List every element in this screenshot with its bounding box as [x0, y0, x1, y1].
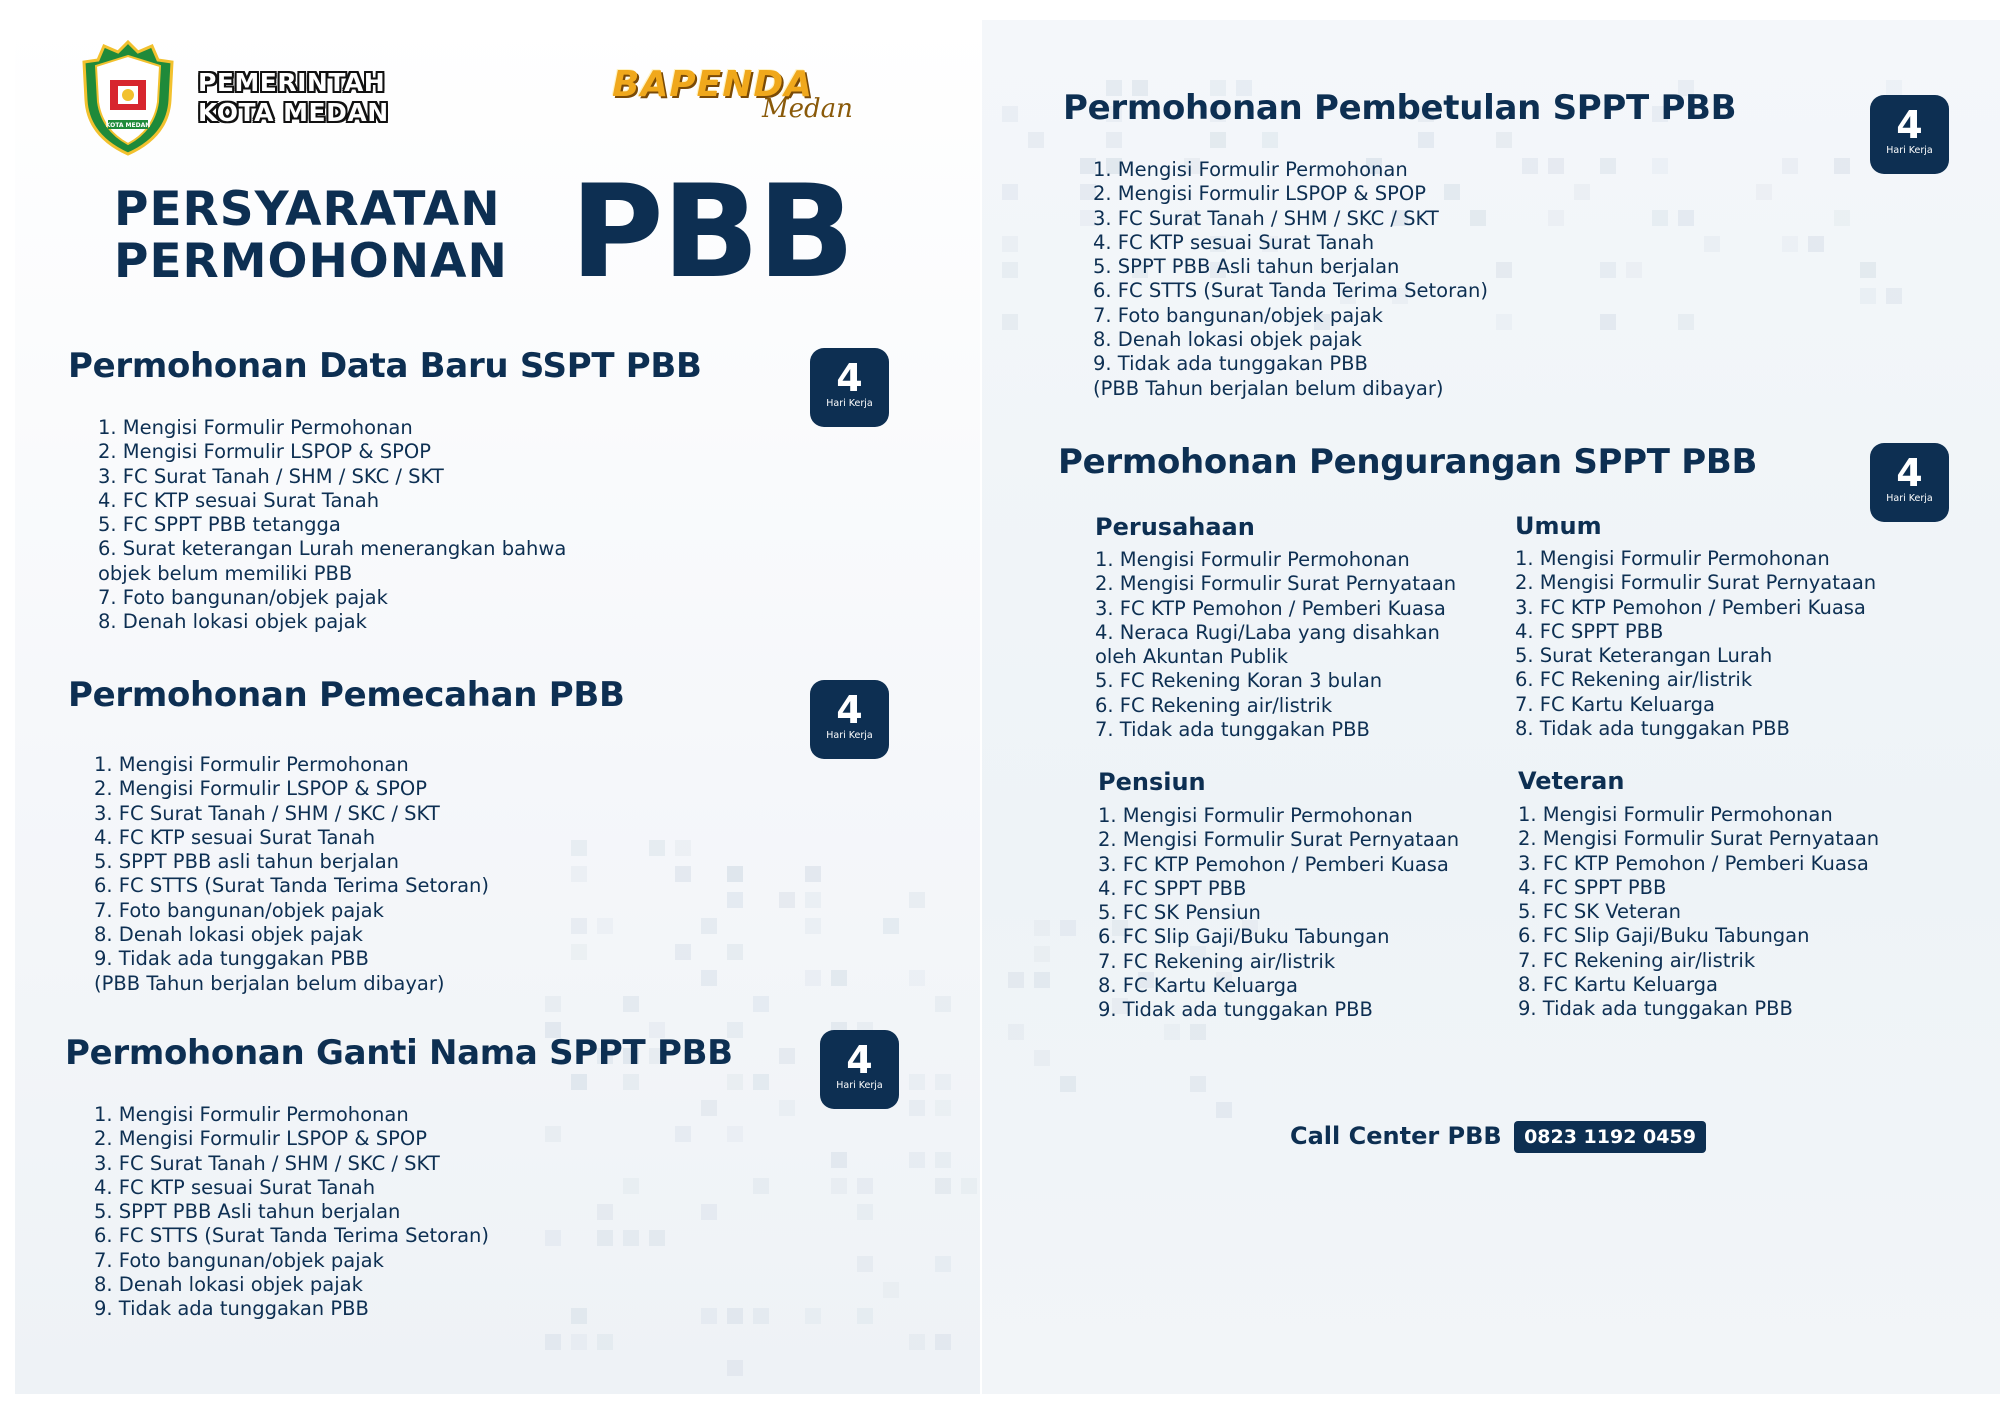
background-pixel: [545, 996, 561, 1012]
list-item: 5. FC SK Pensiun: [1098, 901, 1261, 925]
list-item: 5. SPPT PBB Asli tahun berjalan: [94, 1200, 401, 1224]
background-pixel: [727, 1074, 743, 1090]
background-pixel: [831, 970, 847, 986]
background-pixel: [935, 1178, 951, 1194]
background-pixel: [857, 1308, 873, 1324]
section-title-ganti-nama: Permohonan Ganti Nama SPPT PBB: [65, 1033, 733, 1073]
background-pixel: [1704, 236, 1720, 252]
list-item: 2. Mengisi Formulir Surat Pernyataan: [1518, 827, 1880, 851]
background-pixel: [1808, 236, 1824, 252]
background-pixel: [1834, 210, 1850, 226]
background-pixel: [1002, 106, 1018, 122]
background-pixel: [675, 944, 691, 960]
background-pixel: [753, 1074, 769, 1090]
background-pixel: [1002, 314, 1018, 330]
list-item: 9. Tidak ada tunggakan PBB: [1518, 997, 1793, 1021]
background-pixel: [701, 970, 717, 986]
list-item: 4. FC SPPT PBB: [1515, 619, 1664, 643]
background-pixel: [909, 1334, 925, 1350]
background-pixel: [571, 1308, 587, 1324]
list-item: 8. Denah lokasi objek pajak: [1093, 328, 1362, 352]
badge-label: Hari Kerja: [826, 730, 873, 741]
list-item: 3. FC Surat Tanah / SHM / SKC / SKT: [98, 464, 444, 488]
background-pixel: [623, 996, 639, 1012]
badge-label: Hari Kerja: [1886, 145, 1933, 156]
list-item: 6. FC Rekening air/listrik: [1515, 668, 1753, 692]
background-pixel: [1034, 920, 1050, 936]
requirements-list-umum: [1515, 547, 1876, 741]
list-item: 7. FC Rekening air/listrik: [1518, 948, 1756, 972]
group-title-veteran: Veteran: [1518, 767, 1625, 795]
background-pixel: [1034, 946, 1050, 962]
background-pixel: [727, 1360, 743, 1376]
list-item: 9. Tidak ada tunggakan PBB: [94, 947, 369, 971]
list-item: 7. FC Kartu Keluarga: [1515, 692, 1715, 716]
list-item: 1. Mengisi Formulir Permohonan: [1518, 803, 1833, 826]
background-pixel: [1548, 210, 1564, 226]
list-item: 4. FC SPPT PBB: [1518, 875, 1667, 899]
background-pixel: [805, 892, 821, 908]
list-item: 1. Mengisi Formulir Permohonan: [94, 1103, 409, 1126]
bapenda-logo-word: BAPENDA: [612, 64, 814, 105]
list-item: 6. FC STTS (Surat Tanda Terima Setoran): [94, 874, 489, 898]
background-pixel: [1886, 288, 1902, 304]
background-pixel: [935, 996, 951, 1012]
background-pixel: [1522, 158, 1538, 174]
list-item: 1. Mengisi Formulir Permohonan: [98, 416, 413, 439]
background-pixel: [1418, 132, 1434, 148]
duration-badge: [1870, 443, 1949, 522]
group-title-pensiun: Pensiun: [1098, 768, 1206, 796]
background-pixel: [727, 1126, 743, 1142]
requirements-list-data-baru: [98, 416, 566, 635]
background-pixel: [1678, 314, 1694, 330]
list-item: 5. FC SPPT PBB tetangga: [98, 513, 341, 537]
background-pixel: [1600, 314, 1616, 330]
list-item: 5. FC Rekening Koran 3 bulan: [1095, 669, 1383, 693]
background-pixel: [1034, 972, 1050, 988]
list-item: 7. Tidak ada tunggakan PBB: [1095, 718, 1370, 742]
background-pixel: [1886, 80, 1902, 96]
background-pixel: [883, 918, 899, 934]
requirements-list-ganti-nama: [94, 1103, 489, 1322]
background-pixel: [1210, 132, 1226, 148]
section-title-data-baru: Permohonan Data Baru SSPT PBB: [68, 346, 702, 386]
list-item: 4. FC KTP sesuai Surat Tanah: [94, 825, 376, 849]
background-pixel: [701, 1204, 717, 1220]
background-pixel: [1756, 184, 1772, 200]
group-title-perusahaan: Perusahaan: [1095, 513, 1255, 541]
call-center-label: Call Center PBB: [1290, 1122, 1502, 1150]
background-pixel: [727, 944, 743, 960]
list-item: 2. Mengisi Formulir Surat Pernyataan: [1098, 828, 1460, 852]
background-pixel: [1496, 314, 1512, 330]
list-item: 7. Foto bangunan/objek pajak: [94, 1248, 384, 1272]
background-pixel: [1008, 1024, 1024, 1040]
background-pixel: [935, 1074, 951, 1090]
badge-days: 4: [836, 356, 863, 400]
background-pixel: [909, 892, 925, 908]
background-pixel: [571, 1334, 587, 1350]
government-name: [198, 68, 389, 128]
list-item: 3. FC Surat Tanah / SHM / SKC / SKT: [94, 1151, 440, 1175]
background-pixel: [597, 918, 613, 934]
duration-badge: [810, 348, 889, 427]
background-pixel: [805, 918, 821, 934]
list-item: 7. Foto bangunan/objek pajak: [98, 586, 388, 610]
list-item: 8. FC Kartu Keluarga: [1518, 973, 1718, 997]
requirements-list-perusahaan: [1095, 548, 1456, 742]
background-pixel: [597, 1204, 613, 1220]
list-item: 5. SPPT PBB asli tahun berjalan: [94, 850, 400, 874]
list-item: 5. SPPT PBB Asli tahun berjalan: [1093, 255, 1400, 279]
background-pixel: [545, 1334, 561, 1350]
list-item: (PBB Tahun berjalan belum dibayar): [1093, 376, 1444, 400]
call-center-number[interactable]: 0823 1192 0459: [1514, 1121, 1706, 1153]
background-pixel: [701, 1100, 717, 1116]
main-title-line-1: PERSYARATAN: [114, 182, 501, 237]
requirements-list-veteran: [1518, 803, 1879, 1022]
list-item: 1. Mengisi Formulir Permohonan: [1095, 548, 1410, 571]
background-pixel: [1060, 1076, 1076, 1092]
list-item: 2. Mengisi Formulir LSPOP & SPOP: [94, 777, 428, 801]
background-pixel: [623, 1230, 639, 1246]
list-item: 7. FC Rekening air/listrik: [1098, 949, 1336, 973]
background-pixel: [1600, 158, 1616, 174]
background-pixel: [1002, 236, 1018, 252]
background-pixel: [753, 1308, 769, 1324]
background-pixel: [1496, 132, 1512, 148]
badge-days: 4: [1896, 451, 1923, 495]
list-item: 7. Foto bangunan/objek pajak: [94, 898, 384, 922]
main-title-pbb: PBB: [570, 158, 853, 307]
background-pixel: [1600, 262, 1616, 278]
background-pixel: [935, 1256, 951, 1272]
list-item: 8. Denah lokasi objek pajak: [98, 610, 367, 634]
list-item: 3. FC KTP Pemohon / Pemberi Kuasa: [1095, 596, 1446, 620]
background-pixel: [545, 1126, 561, 1142]
list-item: 4. Neraca Rugi/Laba yang disahkan: [1095, 620, 1440, 644]
duration-badge: [1870, 95, 1949, 174]
badge-label: Hari Kerja: [836, 1080, 883, 1091]
gov-line-2: KOTA MEDAN: [198, 98, 389, 127]
background-pixel: [779, 1048, 795, 1064]
background-pixel: [1574, 184, 1590, 200]
list-item: 2. Mengisi Formulir Surat Pernyataan: [1515, 571, 1877, 595]
list-item: 2. Mengisi Formulir Surat Pernyataan: [1095, 572, 1457, 596]
list-item: 9. Tidak ada tunggakan PBB: [94, 1297, 369, 1321]
background-pixel: [1008, 972, 1024, 988]
background-pixel: [571, 918, 587, 934]
group-title-umum: Umum: [1515, 512, 1602, 540]
background-pixel: [1002, 184, 1018, 200]
list-item: 4. FC SPPT PBB: [1098, 876, 1247, 900]
list-item: 6. FC Rekening air/listrik: [1095, 693, 1333, 717]
list-item: 8. Denah lokasi objek pajak: [94, 923, 363, 947]
background-pixel: [1782, 236, 1798, 252]
list-item: 6. FC Slip Gaji/Buku Tabungan: [1518, 924, 1810, 948]
gov-line-1: PEMERINTAH: [198, 68, 386, 97]
background-pixel: [1860, 288, 1876, 304]
background-pixel: [805, 1308, 821, 1324]
duration-badge: [810, 680, 889, 759]
background-pixel: [675, 866, 691, 882]
list-item: 4. FC KTP sesuai Surat Tanah: [1093, 230, 1375, 254]
requirements-list-pemecahan: [94, 753, 489, 996]
background-pixel: [779, 892, 795, 908]
main-title-line-2: PERMOHONAN: [114, 234, 508, 289]
background-pixel: [805, 970, 821, 986]
background-pixel: [857, 1204, 873, 1220]
list-item: 2. Mengisi Formulir LSPOP & SPOP: [98, 440, 432, 464]
background-pixel: [1678, 210, 1694, 226]
background-pixel: [727, 892, 743, 908]
background-pixel: [779, 1100, 795, 1116]
duration-badge: [820, 1030, 899, 1109]
background-pixel: [1860, 262, 1876, 278]
list-item: 8. FC Kartu Keluarga: [1098, 974, 1298, 998]
list-item: 3. FC KTP Pemohon / Pemberi Kuasa: [1098, 852, 1449, 876]
list-item: 6. FC STTS (Surat Tanda Terima Setoran): [1093, 279, 1488, 303]
badge-days: 4: [846, 1038, 873, 1082]
background-pixel: [649, 840, 665, 856]
kota-medan-emblem-icon: [78, 40, 178, 156]
background-pixel: [1190, 1076, 1206, 1092]
bapenda-logo: [612, 64, 902, 124]
background-pixel: [883, 1282, 899, 1298]
background-pixel: [1496, 262, 1512, 278]
list-item: 1. Mengisi Formulir Permohonan: [1098, 804, 1413, 827]
background-pixel: [701, 1308, 717, 1324]
section-title-pembetulan: Permohonan Pembetulan SPPT PBB: [1063, 88, 1737, 128]
background-pixel: [727, 866, 743, 882]
list-item: 1. Mengisi Formulir Permohonan: [94, 753, 409, 776]
background-pixel: [1834, 158, 1850, 174]
list-item: 9. Tidak ada tunggakan PBB: [1093, 352, 1368, 376]
background-pixel: [909, 970, 925, 986]
badge-label: Hari Kerja: [826, 398, 873, 409]
requirements-list-pembetulan: [1093, 158, 1488, 401]
main-title: [114, 184, 508, 288]
emblem-caption: KOTA MEDAN: [105, 122, 151, 129]
background-pixel: [909, 1100, 925, 1116]
background-pixel: [1652, 210, 1668, 226]
background-pixel: [857, 1256, 873, 1272]
background-pixel: [571, 840, 587, 856]
list-item: 3. FC Surat Tanah / SHM / SKC / SKT: [1093, 206, 1439, 230]
background-pixel: [701, 918, 717, 934]
badge-days: 4: [1896, 103, 1923, 147]
background-pixel: [649, 1230, 665, 1246]
badge-label: Hari Kerja: [1886, 493, 1933, 504]
section-title-pengurangan: Permohonan Pengurangan SPPT PBB: [1058, 442, 1758, 482]
background-pixel: [753, 1178, 769, 1194]
background-pixel: [1782, 158, 1798, 174]
background-pixel: [1002, 262, 1018, 278]
list-item: (PBB Tahun berjalan belum dibayar): [94, 971, 445, 995]
background-pixel: [935, 1334, 951, 1350]
background-pixel: [675, 840, 691, 856]
background-pixel: [1626, 262, 1642, 278]
background-pixel: [935, 1152, 951, 1168]
background-pixel: [935, 1100, 951, 1116]
list-item: 8. Tidak ada tunggakan PBB: [1515, 717, 1790, 741]
background-pixel: [1034, 1050, 1050, 1066]
background-pixel: [571, 1074, 587, 1090]
background-pixel: [1652, 158, 1668, 174]
background-pixel: [909, 1152, 925, 1168]
background-pixel: [805, 866, 821, 882]
list-item: objek belum memiliki PBB: [98, 561, 353, 585]
background-pixel: [831, 1178, 847, 1194]
list-item: 5. FC SK Veteran: [1518, 900, 1681, 924]
background-pixel: [727, 1308, 743, 1324]
list-item: 7. Foto bangunan/objek pajak: [1093, 303, 1383, 327]
badge-days: 4: [836, 688, 863, 732]
background-pixel: [909, 1074, 925, 1090]
background-pixel: [1106, 132, 1122, 148]
background-pixel: [831, 1152, 847, 1168]
list-item: 4. FC KTP sesuai Surat Tanah: [98, 488, 380, 512]
background-pixel: [597, 1334, 613, 1350]
list-item: 3. FC Surat Tanah / SHM / SKC / SKT: [94, 801, 440, 825]
list-item: 1. Mengisi Formulir Permohonan: [1515, 547, 1830, 570]
list-item: 2. Mengisi Formulir LSPOP & SPOP: [94, 1127, 428, 1151]
list-item: 2. Mengisi Formulir LSPOP & SPOP: [1093, 182, 1427, 206]
background-pixel: [623, 1074, 639, 1090]
background-pixel: [753, 996, 769, 1012]
list-item: 8. Denah lokasi objek pajak: [94, 1273, 363, 1297]
list-item: 6. Surat keterangan Lurah menerangkan bahwa: [98, 537, 567, 561]
background-pixel: [545, 1230, 561, 1246]
background-pixel: [571, 866, 587, 882]
bapenda-logo-sub: Medan: [762, 94, 853, 124]
list-item: 6. FC Slip Gaji/Buku Tabungan: [1098, 925, 1390, 949]
background-pixel: [571, 944, 587, 960]
list-item: 9. Tidak ada tunggakan PBB: [1098, 998, 1373, 1022]
list-item: 5. Surat Keterangan Lurah: [1515, 644, 1773, 668]
background-pixel: [1548, 158, 1564, 174]
list-item: 3. FC KTP Pemohon / Pemberi Kuasa: [1515, 595, 1866, 619]
background-pixel: [1216, 1102, 1232, 1118]
background-pixel: [1190, 1024, 1206, 1040]
background-pixel: [623, 1178, 639, 1194]
background-pixel: [857, 1178, 873, 1194]
requirements-list-pensiun: [1098, 804, 1459, 1023]
background-pixel: [1262, 132, 1278, 148]
list-item: oleh Akuntan Publik: [1095, 645, 1289, 669]
list-item: 4. FC KTP sesuai Surat Tanah: [94, 1175, 376, 1199]
background-pixel: [1164, 1024, 1180, 1040]
list-item: 1. Mengisi Formulir Permohonan: [1093, 158, 1408, 181]
background-pixel: [675, 1126, 691, 1142]
list-item: 3. FC KTP Pemohon / Pemberi Kuasa: [1518, 851, 1869, 875]
list-item: 6. FC STTS (Surat Tanda Terima Setoran): [94, 1224, 489, 1248]
background-pixel: [1028, 132, 1044, 148]
background-pixel: [1060, 920, 1076, 936]
background-pixel: [961, 1178, 977, 1194]
background-pixel: [597, 1230, 613, 1246]
section-title-pemecahan: Permohonan Pemecahan PBB: [68, 675, 625, 715]
